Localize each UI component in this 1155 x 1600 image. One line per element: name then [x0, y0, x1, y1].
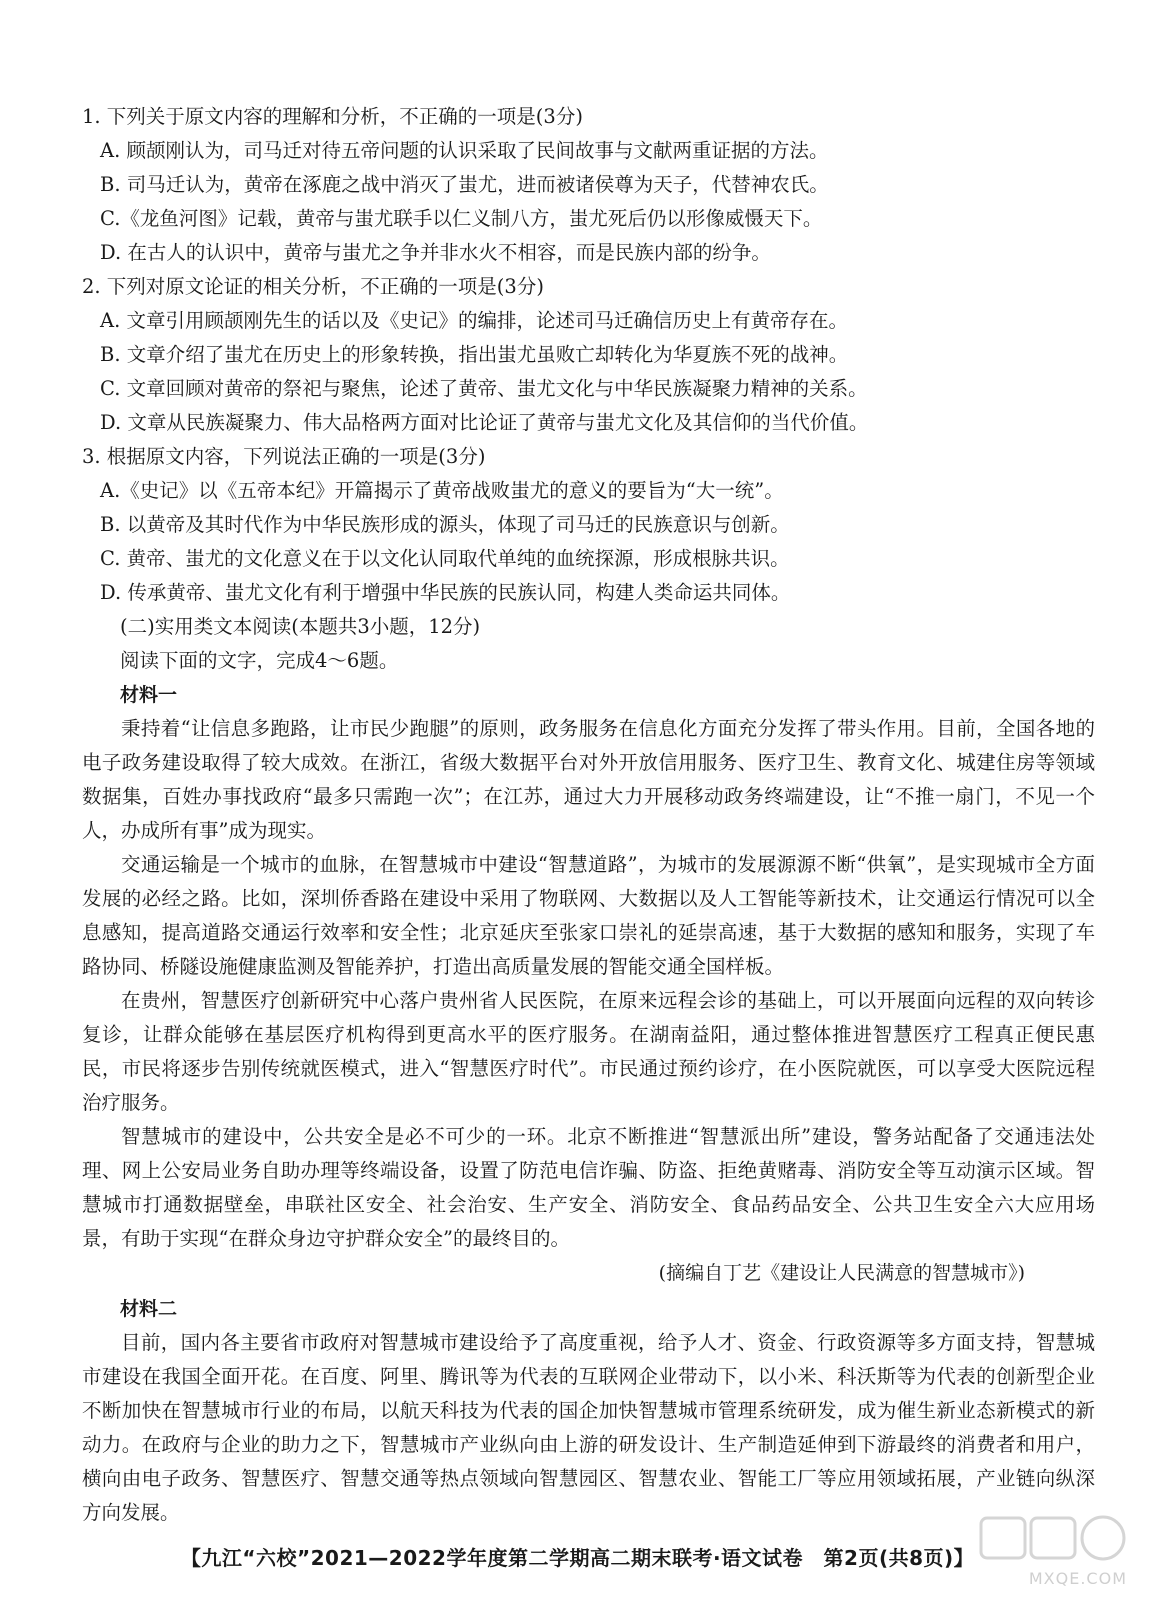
option-c: C. 文章回顾对黄帝的祭祀与聚焦，论述了黄帝、蚩尤文化与中华民族凝聚力精神的关系。	[100, 377, 868, 400]
paragraph: 智慧城市的建设中，公共安全是必不可少的一环。北京不断推进“智慧派出所”建设，警务站配备了交通违法处理、网上公安局业务自助办理等终端设备，设置了防范电信诈骗、防盗、拒绝黄赌毒、消防安全等互动演示区域。智慧城市打通数据壁垒，串联社区安全、社会治安、生产安全、消防安全、食品药品安全、公共卫生安全六大应用场景，有助于实现“在群众身边守护群众安全”的最终目的。	[82, 1125, 1095, 1250]
watermark	[967, 1512, 1137, 1592]
material-title: 材料一	[120, 684, 178, 706]
option-b: B. 司马迁认为，黄帝在涿鹿之战中消灭了蚩尤，进而被诸侯尊为天子，代替神农氏。	[100, 173, 829, 196]
section-instruction: 阅读下面的文字，完成4～6题。	[120, 649, 399, 672]
question-stem: 3. 根据原文内容，下列说法正确的一项是(3分)	[82, 445, 486, 468]
option-b: B. 文章介绍了蚩尤在历史上的形象转换，指出蚩尤虽败亡却转化为华夏族不死的战神。	[100, 343, 849, 366]
section-heading: (二)实用类文本阅读(本题共3小题，12分)	[120, 615, 481, 638]
option-c: C.《龙鱼河图》记载，黄帝与蚩尤联手以仁义制八方，蚩尤死后仍以形像威慑天下。	[100, 207, 823, 230]
option-a: A.《史记》以《五帝本纪》开篇揭示了黄帝战败蚩尤的意义的要旨为“大一统”。	[100, 479, 784, 502]
option-d: D. 文章从民族凝聚力、伟大品格两方面对比论证了黄帝与蚩尤文化及其信仰的当代价值。	[100, 411, 869, 434]
question-1	[82, 100, 1095, 270]
question-2	[82, 270, 1095, 440]
option-a: A. 文章引用顾颉刚先生的话以及《史记》的编排，论述司马迁确信历史上有黄帝存在。	[100, 309, 848, 332]
option-c: C. 黄帝、蚩尤的文化意义在于以文化认同取代单纯的血统探源，形成根脉共识。	[100, 547, 790, 570]
option-a: A. 顾颉刚认为，司马迁对待五帝问题的认识采取了民间故事与文献两重证据的方法。	[100, 139, 829, 162]
paragraph: 在贵州，智慧医疗创新研究中心落户贵州省人民医院，在原来远程会诊的基础上，可以开展面向远程的双向转诊复诊，让群众能够在基层医疗机构得到更高水平的医疗服务。在湖南益阳，通过整体推进智慧医疗工程真正便民惠民，市民将逐步告别传统就医模式，进入“智慧医疗时代”。市民通过预约诊疗，在小医院就医，可以享受大医院远程治疗服务。	[82, 989, 1095, 1114]
option-d: D. 在古人的认识中，黄帝与蚩尤之争并非水火不相容，而是民族内部的纷争。	[100, 241, 771, 264]
paragraph: 秉持着“让信息多跑路，让市民少跑腿”的原则，政务服务在信息化方面充分发挥了带头作用。目前，全国各地的电子政务建设取得了较大成效。在浙江，省级大数据平台对外开放信用服务、医疗卫生、教育文化、城建住房等领域数据集，百姓办事找政府“最多只需跑一次”；在江苏，通过大力开展移动政务终端建设，让“不推一扇门，不见一个人，办成所有事”成为现实。	[82, 717, 1095, 842]
material-1	[82, 678, 1095, 1292]
question-stem: 2. 下列对原文论证的相关分析，不正确的一项是(3分)	[82, 275, 544, 298]
option-b: B. 以黄帝及其时代作为中华民族形成的源头，体现了司马迁的民族意识与创新。	[100, 513, 790, 536]
paragraph: 交通运输是一个城市的血脉，在智慧城市中建设“智慧道路”，为城市的发展源源不断“供氧”，是实现城市全方面发展的必经之路。比如，深圳侨香路在建设中采用了物联网、大数据以及人工智能等新技术，让交通运行情况可以全息感知，提高道路交通运行效率和安全性；北京延庆至张家口崇礼的延崇高速，基于大数据的感知和服务，实现了车路协同、桥隧设施健康监测及智能养护，打造出高质量发展的智能交通全国样板。	[82, 853, 1095, 978]
option-d: D. 传承黄帝、蚩尤文化有利于增强中华民族的民族认同，构建人类命运共同体。	[100, 581, 791, 604]
paragraph: 目前，国内各主要省市政府对智慧城市建设给予了高度重视，给予人才、资金、行政资源等多方面支持，智慧城市建设在我国全面开花。在百度、阿里、腾讯等为代表的互联网企业带动下，以小米、科沃斯等为代表的创新型企业不断加快在智慧城市行业的布局，以航天科技为代表的国企加快智慧城市管理系统研发，成为催生新业态新模式的新动力。在政府与企业的助力之下，智慧城市产业纵向由上游的研发设计、生产制造延伸到下游最终的消费者和用户，横向由电子政务、智慧医疗、智慧交通等热点领域向智慧园区、智慧农业、智能工厂等应用领域拓展，产业链向纵深方向发展。	[82, 1331, 1095, 1524]
question-stem: 1. 下列关于原文内容的理解和分析，不正确的一项是(3分)	[82, 105, 583, 128]
material-title: 材料二	[120, 1298, 178, 1320]
question-3	[82, 440, 1095, 610]
source-citation: (摘编自丁艺《建设让人民满意的智慧城市》)	[658, 1262, 1025, 1284]
watermark-text: MXQE.COM	[1028, 1569, 1127, 1588]
page-footer: 【九江“六校”2021—2022学年度第二学期高二期末联考·语文试卷 第2页(共8页)】	[180, 1546, 975, 1570]
material-2	[82, 1292, 1095, 1530]
